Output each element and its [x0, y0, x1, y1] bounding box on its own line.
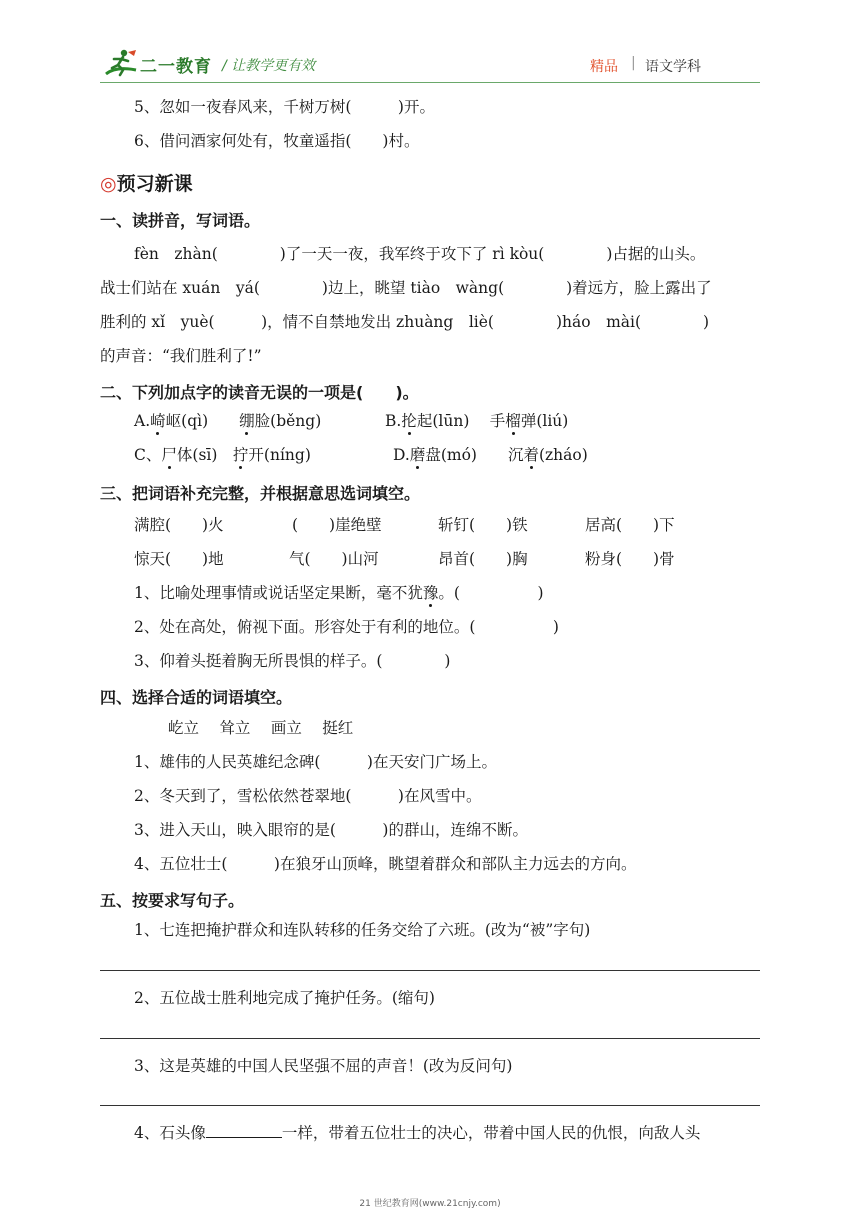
double-circle-icon: ◎: [100, 173, 117, 195]
pinyin-line-2: 战士们站在 xuán yá( )边上，眺望 tiào wàng( )着远方，脸上露出了: [100, 279, 712, 297]
dotted-char: 拧: [232, 446, 249, 464]
dotted-char: 磨: [409, 446, 426, 464]
option-a-label: A.: [134, 412, 151, 430]
section-4-title: 四、选择合适的词语填空。: [100, 688, 293, 707]
option-b-text: 弹(liú): [520, 412, 569, 430]
pinyin-line-1: fèn zhàn( )了一天一夜，我军终于攻下了 rì kòu( )占据的山头。: [134, 245, 706, 263]
section-5-title: 五、按要求写句子。: [100, 891, 245, 910]
pinyin-line-4: 的声音：“我们胜利了!”: [100, 347, 262, 365]
option-d-text: (zháo): [538, 446, 588, 464]
answer-line-3[interactable]: [100, 1105, 760, 1106]
idiom-row1-2: ( )崖绝壁: [292, 516, 382, 534]
fill-blank[interactable]: [206, 1123, 282, 1138]
dotted-char: 着: [523, 446, 539, 464]
section-2-title: 二、下列加点字的读音无误的一项是( )。: [100, 383, 419, 402]
preview-section-title: [100, 169, 193, 196]
option-c-label: C、: [134, 446, 162, 464]
review-question-6: 6、借问酒家何处有，牧童遥指( )村。: [134, 132, 420, 150]
meaning-question-3: 3、仰着头挺着胸无所畏惧的样子。( ): [134, 652, 451, 670]
pinyin-line-3: 胜利的 xǐ yuè( )，情不自禁地发出 zhuàng liè( )háo mài( ): [100, 313, 710, 331]
premium-tag: 精品: [590, 59, 618, 75]
section-3-title: 三、把词语补充完整，并根据意思选词填空。: [100, 484, 421, 503]
dotted-char: 尸: [161, 446, 177, 464]
section-1-title: 一、读拼音，写词语。: [100, 211, 261, 230]
idiom-row1-4: 居高( )下: [585, 516, 675, 534]
answer-line-2[interactable]: [100, 1038, 760, 1039]
dotted-char: 绷: [239, 412, 255, 430]
preview-title-text: 预习新课: [116, 173, 193, 195]
idiom-row1-1: 满腔( )火: [134, 516, 224, 534]
review-question-5: 5、忽如一夜春风来，千树万树( )开。: [134, 98, 435, 116]
option-c: [134, 445, 311, 465]
rewrite-text: 一样，带着五位壮士的决心，带着中国人民的仇恨，向敌人头: [281, 1124, 701, 1142]
option-d-label: D.: [393, 446, 410, 464]
meaning-question-1: [134, 583, 544, 603]
rewrite-question-4: [134, 1123, 700, 1143]
idiom-row2-2: 气( )山河: [289, 550, 379, 568]
idiom-row2-3: 昂首( )胸: [438, 550, 528, 568]
option-a-text: 脸(běng): [254, 412, 322, 430]
idiom-row2-4: 粉身( )骨: [585, 550, 675, 568]
idiom-row2-1: 惊天( )地: [134, 550, 224, 568]
option-a-text: 岖(qì): [165, 412, 240, 430]
rewrite-question-1: 1、七连把掩护群众和连队转移的任务交给了六班。(改为“被”字句): [134, 921, 591, 939]
rewrite-question-3: 3、这是英雄的中国人民坚强不屈的声音！(改为反问句): [134, 1057, 513, 1075]
option-c-text: 开(níng): [248, 446, 311, 464]
fill-question-4: 4、五位壮士( )在狼牙山顶峰，眺望着群众和部队主力远去的方向。: [134, 855, 637, 873]
runner-logo-icon: [104, 48, 138, 78]
meaning-question-2: 2、处在高处，俯视下面。形容处于有利的地位。( ): [134, 618, 559, 636]
word-choices: 屹立 耸立 画立 挺红: [168, 719, 354, 737]
fill-question-3: 3、进入天山，映入眼帘的是( )的群山，连绵不断。: [134, 821, 528, 839]
rewrite-question-2: 2、五位战士胜利地完成了掩护任务。(缩句): [134, 989, 435, 1007]
dotted-char: 抡: [401, 412, 417, 430]
header-slogan: / 让教学更有效: [222, 58, 316, 74]
rewrite-text: 4、石头像: [134, 1124, 206, 1142]
dotted-char: 崎: [150, 412, 166, 430]
option-c-text: 体(sī): [176, 446, 233, 464]
option-d-text: 盘(mó) 沉: [425, 446, 524, 464]
dotted-char: 榴: [505, 412, 521, 430]
option-b-label: B.: [385, 412, 402, 430]
page-footer: 21 世纪教育网(www.21cnjy.com): [359, 1199, 501, 1209]
subject-label: 语文学科: [645, 59, 701, 75]
answer-line-1[interactable]: [100, 970, 760, 971]
fill-question-1: 1、雄伟的人民英雄纪念碑( )在天安门广场上。: [134, 753, 497, 771]
page-header: [0, 0, 860, 90]
meaning-text: 1、比喻处理事情或说话坚定果断，毫不犹: [134, 584, 423, 602]
header-divider: [100, 82, 760, 83]
logo-text: 二一教育: [140, 57, 212, 77]
meaning-text: 。( ): [438, 584, 544, 602]
idiom-row1-3: 斩钉( )铁: [438, 516, 528, 534]
option-d: [393, 445, 588, 465]
header-separator: |: [631, 55, 636, 71]
dotted-char: 豫: [422, 584, 439, 602]
option-b: [385, 411, 568, 431]
option-b-text: 起(lūn) 手: [416, 412, 506, 430]
option-a: [134, 411, 321, 431]
fill-question-2: 2、冬天到了，雪松依然苍翠地( )在风雪中。: [134, 787, 482, 805]
